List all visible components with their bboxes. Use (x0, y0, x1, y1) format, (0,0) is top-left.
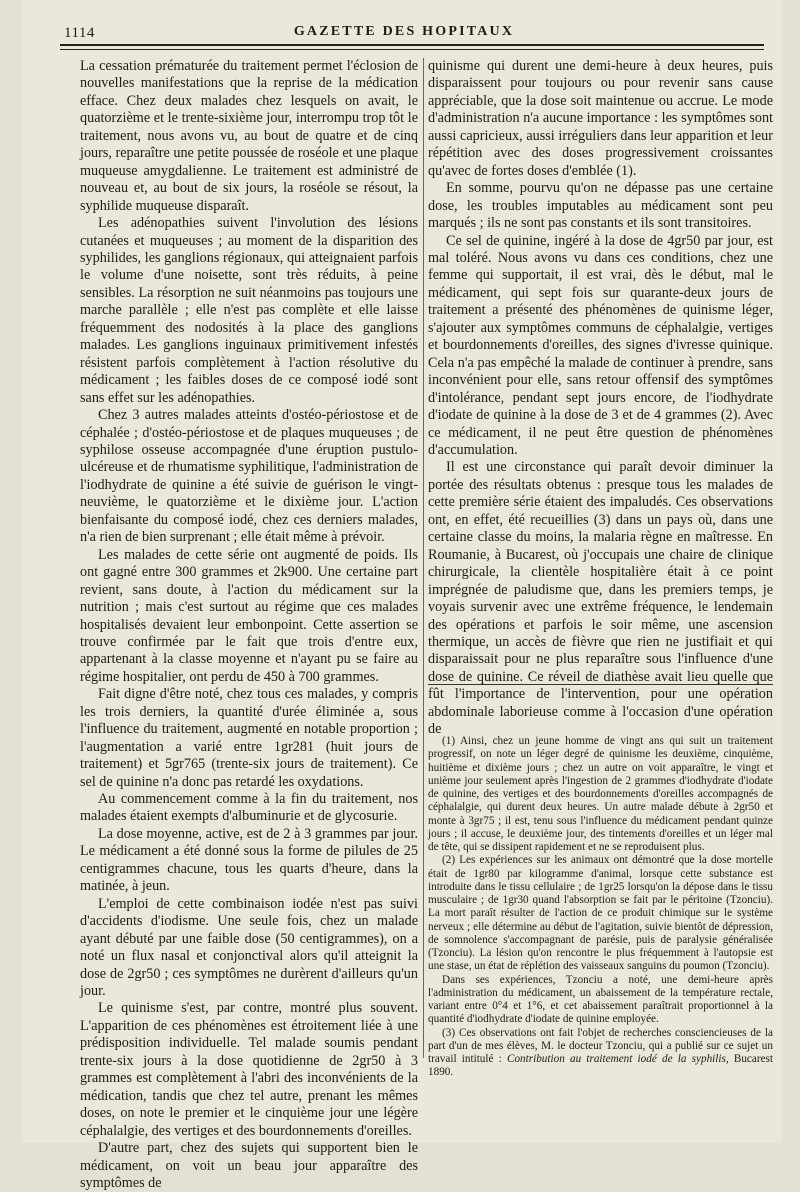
paragraph: L'emploi de cette combinaison iodée n'est pas suivi d'accidents d'iodisme. Une seule fois, chez un malade ayant débuté par une faible dose (50 centigrammes), on a noté un flux nasal et conjonctival alors qu'il atteignit la dose de 2gr50 ; ces symptômes ne durèrent d'ailleurs qu'un jour. (80, 895, 418, 1000)
page-number: 1114 (64, 25, 95, 41)
right-column (428, 58, 773, 739)
paragraph: Ce sel de quinine, ingéré à la dose de 4gr50 par jour, est mal toléré. Nous avons vu dans ces conditions, chez une femme qui supportait, il est vrai, dès le début, mal le médicament, qui sept fois sur quarante-deux jours de traitement a présenté des phénomènes de quinisme léger, s'ajouter aux symptômes communs de céphalalgie, vertiges et bourdonnements d'oreilles, des signes d'ivresse quinique. Cela n'a pas empêché la malade de continuer à prendre, sans inconvénient pour elle, sans retour offensif des symptômes d'intolérance, pendant sept jours encore, de l'iodhydrate d'iodate de quinine à la dose de 3 et de 4 grammes (2). Avec ce médicament, il ne peut être question de phénomènes d'accumulation. (428, 232, 773, 458)
column-divider (423, 58, 424, 1058)
header-rule (60, 44, 764, 50)
paragraph: Le quinisme s'est, par contre, montré plus souvent. L'apparition de ces phénomènes est étroitement liée à une prédisposition individuelle. Tel malade soumis pendant trente-six jours à la dose quotidienne de 2gr50 à 3 grammes est complètement à l'abri des inconvénients de la médication, tandis que chez tel autre, prenant les mêmes doses, on note le premier et le cinquième jour une légère céphalalgie, des vertiges et des bourdonnements d'oreilles. (80, 1000, 418, 1139)
footnote: (1) Ainsi, chez un jeune homme de vingt ans qui suit un traitement progressif, on note un léger degré de quinisme les deuxième, cinquième, huitième et dixième jours ; chez un autre on voit apparaître, le vingt et unième jour seulement après l'ingestion de 2 grammes d'iodhydrate d'iodate de quinine, des vertiges et des bourdonnements d'oreilles accompagnés de céphalalgie, qui durent deux heures. Un autre malade débute à 2gr50 et monte à 3gr75 ; il est, tenu sous l'influence du médicament pendant quinze jours ; il accuse, le deuxième jour, des tintements d'oreilles et un léger mal de tête, qui se dissipent rapidement et ne se reproduisent plus. (428, 735, 773, 853)
paragraph: Fait digne d'être noté, chez tous ces malades, y compris les trois derniers, la quantité d'urée éliminée a, sous l'influence du traitement, augmenté en notable proportion ; l'augmentation a varié entre 1gr281 (huit jours de traitement) et 5gr765 (trente-six jours de traitement). Ce sel de quinine n'a donc pas retardé les oxydations. (80, 686, 418, 790)
page-header (44, 18, 764, 42)
paragraph: Au commencement comme à la fin du traitement, nos malades étaient exempts d'albuminurie et de glycosurie. (80, 791, 418, 825)
footnote-rule (428, 684, 773, 685)
paragraph: Les adénopathies suivent l'involution des lésions cutanées et muqueuses ; au moment de la disparition des syphilides, les ganglions régionaux, qui atteignaient parfois le volume d'une noisette, sont très réduits, à peine sensibles. La résorption ne suit néanmoins pas toujours une marche parallèle ; elle n'est pas complète et elle laisse fréquemment des nodosités à la place des ganglions malades. Les ganglions inguinaux primitivement infestés résistent parfois complètement à l'action résolutive du médicament ; les faibles doses de ce composé iodé sont sans effet sur les adénopathies. (80, 215, 418, 406)
left-column (80, 58, 418, 1192)
paragraph: La dose moyenne, active, est de 2 à 3 grammes par jour. Le médicament a été donné sous la forme de pilules de 25 centigrammes chacune, tous les quarts d'heure, dans la matinée, à jeun. (80, 825, 418, 895)
paragraph: Chez 3 autres malades atteints d'ostéo-périostose et de céphalée ; d'ostéo-périostose et de plaques muqueuses ; de syphilose osseuse accompagnée d'une éruption pustulo-ulcéreuse et de rhumatisme syphilitique, l'administration de l'iodhydrate de quinine a été suivie de guérison le vingt-neuvième, le quatorzième et le dixième jour. L'action bienfaisante du composé iodé, chez ces derniers malades, n'a rien de bien surprenant ; elle était même à prévoir. (80, 407, 418, 546)
footnotes (428, 735, 773, 1080)
footnote-place: Bucarest 1890. (428, 1053, 773, 1079)
footnote: Dans ses expériences, Tzonciu a noté, une demi-heure après l'administration du médicament, un abaissement de la température rectale, variant entre 0°4 et 1°6, et cet abaissement paraîtrait proportionnel à la quantité d'iodhydrate d'iodate de quinine employée. (428, 973, 773, 1026)
paragraph: En somme, pourvu qu'on ne dépasse pas une certaine dose, les troubles imputables au médicament sont peu marqués ; ils ne sont pas constants et ils sont transitoires. (428, 180, 773, 232)
paragraph: quinisme qui durent une demi-heure à deux heures, puis disparaissent pour toujours ou pour revenir sans cause appréciable, que la dose soit maintenue ou accrue. Le mode d'administration n'a aucune importance : les symptômes sont aussi capricieux, aussi irréguliers dans leur apparition et leur répétition avec des doses progressivement croissantes qu'avec de fortes doses d'emblée (1). (428, 58, 773, 179)
paragraph: La cessation prématurée du traitement permet l'éclosion de nouvelles manifestations que la reprise de la médication efface. Chez deux malades chez lesquels on avait, le quatorzième et le trente-sixième jour, interrompu trop tôt le traitement, nous avons vu, au bout de quatre et de cinq jours, reparaître une petite poussée de roséole et une plaque muqueuse amygdalienne. Le traitement est administré de nouveau et, au bout de six jours, la roséole se résout, la syphilide muqueuse disparaît. (80, 58, 418, 214)
paragraph: Les malades de cette série ont augmenté de poids. Ils ont gagné entre 300 grammes et 2k900. Une certaine part revient, sans doute, à l'action du médicament sur la nutrition ; mais c'est surtout au régime que ces malades hospitalisés devaient leur embonpoint. Cette assertion se trouve confirmée par le fait que trois d'entre eux, appartenant à la classe moyenne et n'ayant pu se faire au régime hospitalier, ont perdu de 450 à 700 grammes. (80, 546, 418, 685)
journal-title: GAZETTE DES HOPITAUX (293, 24, 515, 39)
footnote-text: (3) Ces observations ont fait l'objet de recherches consciencieuses de la part d'un de mes élèves, M. le docteur Tzonciu, qui a publié sur ce sujet un travail intitulé : (428, 1026, 773, 1065)
footnote (428, 1027, 773, 1080)
paragraph: Il est une circonstance qui paraît devoir diminuer la portée des résultats obtenus : presque tous les malades de cette première série étaient des impaludés. Ces observations ont, en effet, été recueillies (3) dans un pays où, dans une certaine classe du moins, la malaria règne en maîtresse. En Roumanie, à Bucarest, où j'occupais une chaire de clinique chirurgicale, la clientèle hospitalière était à ce point imprégnée de paludisme que, dans les premiers temps, je voyais survenir avec une extrême fréquence, le lendemain des opérations et parfois le soir même, une ascension thermique, un accès de fièvre que rien ne justifiait et qui disparaissait pour ne plus reparaître sous l'influence d'une dose de quinine. Ce réveil de diathèse avait lieu quelle que fût l'importance de l'intervention, pour une opération abdominale laborieuse comme à l'occasion d'une opération de (428, 459, 773, 738)
footnote-title: Contribution au traitement iodé de la syphilis, (506, 1053, 729, 1065)
footnote: (2) Les expériences sur les animaux ont démontré que la dose mortelle était de 1gr80 par kilogramme d'animal, lorsque cette substance est introduite dans le tissu cellulaire ; de 1gr25 lorsqu'on la dépose dans le tissu musculaire ; de 1gr30 quand l'absorption se fait par le péritoine (Tzonciu). La mort paraît résulter de l'action de ce produit chimique sur le système nerveux ; elle détermine au début de l'agitation, suivie bientôt de dépression, de somnolence s'accompagnant de parésie, puis de paralysie généralisée (Tzonciu). La lésion qu'on rencontre le plus fréquemment à l'autopsie est une stase, un état de réplétion des vaisseaux sanguins du poumon (Tzonciu). (428, 854, 773, 973)
paragraph: D'autre part, chez des sujets qui supportent bien le médicament, on voit un beau jour apparaître des symptômes de (80, 1140, 418, 1191)
